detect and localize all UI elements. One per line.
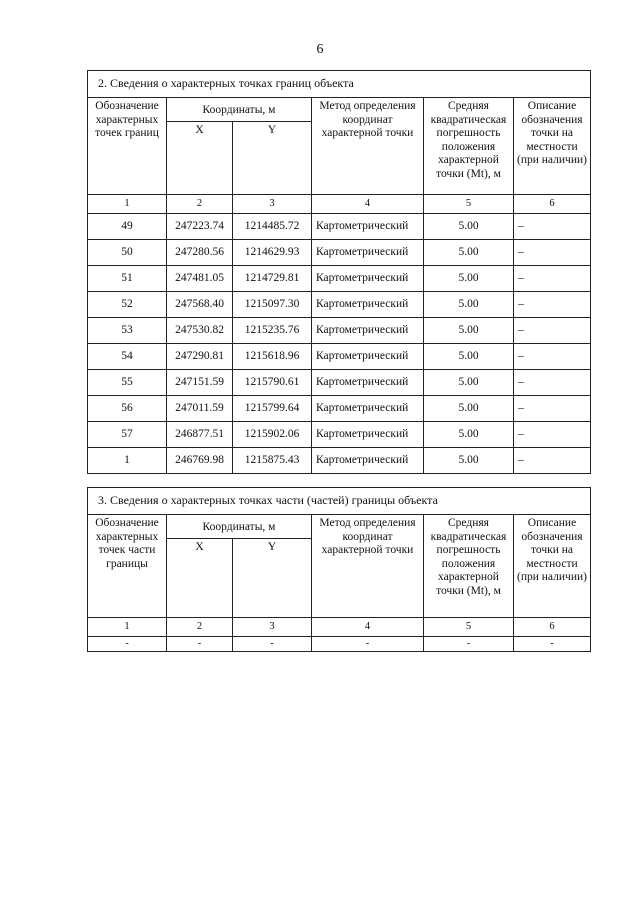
section-2-title: 2. Сведения о характерных точках границ объекта: [88, 71, 591, 98]
cell-method: Картометрический: [312, 214, 424, 240]
table-row: [88, 448, 591, 474]
cell-y: 1214629.93: [233, 240, 312, 266]
col-num: 5: [424, 195, 514, 214]
cell-x: 247530.82: [167, 318, 233, 344]
cell-point: 57: [88, 422, 167, 448]
col-num: 3: [233, 195, 312, 214]
cell-x: 247280.56: [167, 240, 233, 266]
cell-y: -: [233, 637, 312, 652]
cell-x: 246769.98: [167, 448, 233, 474]
header-point: Обозначение характерных точек части границы: [88, 515, 167, 618]
header-x: X: [167, 122, 233, 195]
table-row: [88, 266, 591, 292]
cell-method: Картометрический: [312, 318, 424, 344]
cell-y: 1215790.61: [233, 370, 312, 396]
cell-y: 1215618.96: [233, 344, 312, 370]
section-3-title: 3. Сведения о характерных точках части (частей) границы объекта: [88, 488, 591, 515]
boundary-points-table: [87, 70, 591, 474]
cell-y: 1215097.30: [233, 292, 312, 318]
cell-error: 5.00: [424, 214, 514, 240]
cell-y: 1214729.81: [233, 266, 312, 292]
cell-x: -: [167, 637, 233, 652]
header-point: Обозначение характерных точек границ: [88, 98, 167, 195]
cell-error: 5.00: [424, 396, 514, 422]
cell-error: -: [424, 637, 514, 652]
table-row: [88, 637, 591, 652]
table-row: [88, 370, 591, 396]
cell-error: 5.00: [424, 318, 514, 344]
cell-point: 53: [88, 318, 167, 344]
cell-error: 5.00: [424, 422, 514, 448]
cell-y: 1214485.72: [233, 214, 312, 240]
col-num: 4: [312, 195, 424, 214]
header-description: Описание обозначения точки на местности (при наличии): [514, 98, 591, 195]
table-row: [88, 422, 591, 448]
table-row: [88, 396, 591, 422]
cell-method: Картометрический: [312, 396, 424, 422]
cell-point: 56: [88, 396, 167, 422]
cell-error: 5.00: [424, 344, 514, 370]
header-method: Метод определения координат характерной точки: [312, 515, 424, 618]
header-method: Метод определения координат характерной точки: [312, 98, 424, 195]
cell-x: 246877.51: [167, 422, 233, 448]
cell-description: –: [514, 422, 591, 448]
col-num: 2: [167, 195, 233, 214]
cell-point: 54: [88, 344, 167, 370]
col-num: 1: [88, 618, 167, 637]
cell-description: –: [514, 292, 591, 318]
cell-method: Картометрический: [312, 422, 424, 448]
cell-y: 1215902.06: [233, 422, 312, 448]
cell-point: 50: [88, 240, 167, 266]
header-error: Средняя квадратическая погрешность положения характерной точки (Mt), м: [424, 515, 514, 618]
col-num: 1: [88, 195, 167, 214]
cell-error: 5.00: [424, 292, 514, 318]
cell-point: 51: [88, 266, 167, 292]
cell-description: –: [514, 370, 591, 396]
cell-description: –: [514, 396, 591, 422]
cell-x: 247568.40: [167, 292, 233, 318]
cell-description: –: [514, 344, 591, 370]
col-num: 6: [514, 618, 591, 637]
cell-point: 55: [88, 370, 167, 396]
cell-x: 247011.59: [167, 396, 233, 422]
cell-x: 247223.74: [167, 214, 233, 240]
header-y: Y: [233, 539, 312, 618]
table-row: [88, 240, 591, 266]
cell-point: 49: [88, 214, 167, 240]
header-x: X: [167, 539, 233, 618]
col-num: 2: [167, 618, 233, 637]
column-number-row: [88, 618, 591, 637]
col-num: 3: [233, 618, 312, 637]
col-num: 6: [514, 195, 591, 214]
header-error: Средняя квадратическая погрешность положения характерной точки (Mt), м: [424, 98, 514, 195]
cell-error: 5.00: [424, 448, 514, 474]
cell-point: -: [88, 637, 167, 652]
header-y: Y: [233, 122, 312, 195]
cell-description: –: [514, 318, 591, 344]
cell-x: 247481.05: [167, 266, 233, 292]
part-boundary-points-table: [87, 487, 591, 652]
cell-point: 1: [88, 448, 167, 474]
cell-y: 1215875.43: [233, 448, 312, 474]
table-row: [88, 318, 591, 344]
cell-method: Картометрический: [312, 344, 424, 370]
table-row: [88, 214, 591, 240]
column-number-row: [88, 195, 591, 214]
cell-method: -: [312, 637, 424, 652]
header-coords: Координаты, м: [167, 515, 312, 539]
cell-description: -: [514, 637, 591, 652]
cell-y: 1215235.76: [233, 318, 312, 344]
cell-error: 5.00: [424, 240, 514, 266]
cell-method: Картометрический: [312, 266, 424, 292]
cell-error: 5.00: [424, 370, 514, 396]
cell-method: Картометрический: [312, 240, 424, 266]
table-row: [88, 344, 591, 370]
cell-x: 247151.59: [167, 370, 233, 396]
header-description: Описание обозначения точки на местности (при наличии): [514, 515, 591, 618]
cell-point: 52: [88, 292, 167, 318]
cell-x: 247290.81: [167, 344, 233, 370]
cell-method: Картометрический: [312, 292, 424, 318]
col-num: 4: [312, 618, 424, 637]
cell-y: 1215799.64: [233, 396, 312, 422]
cell-description: –: [514, 448, 591, 474]
cell-description: –: [514, 266, 591, 292]
page-number: 6: [316, 42, 324, 57]
cell-method: Картометрический: [312, 448, 424, 474]
header-coords: Координаты, м: [167, 98, 312, 122]
col-num: 5: [424, 618, 514, 637]
cell-description: –: [514, 214, 591, 240]
cell-description: –: [514, 240, 591, 266]
cell-error: 5.00: [424, 266, 514, 292]
table-row: [88, 292, 591, 318]
cell-method: Картометрический: [312, 370, 424, 396]
